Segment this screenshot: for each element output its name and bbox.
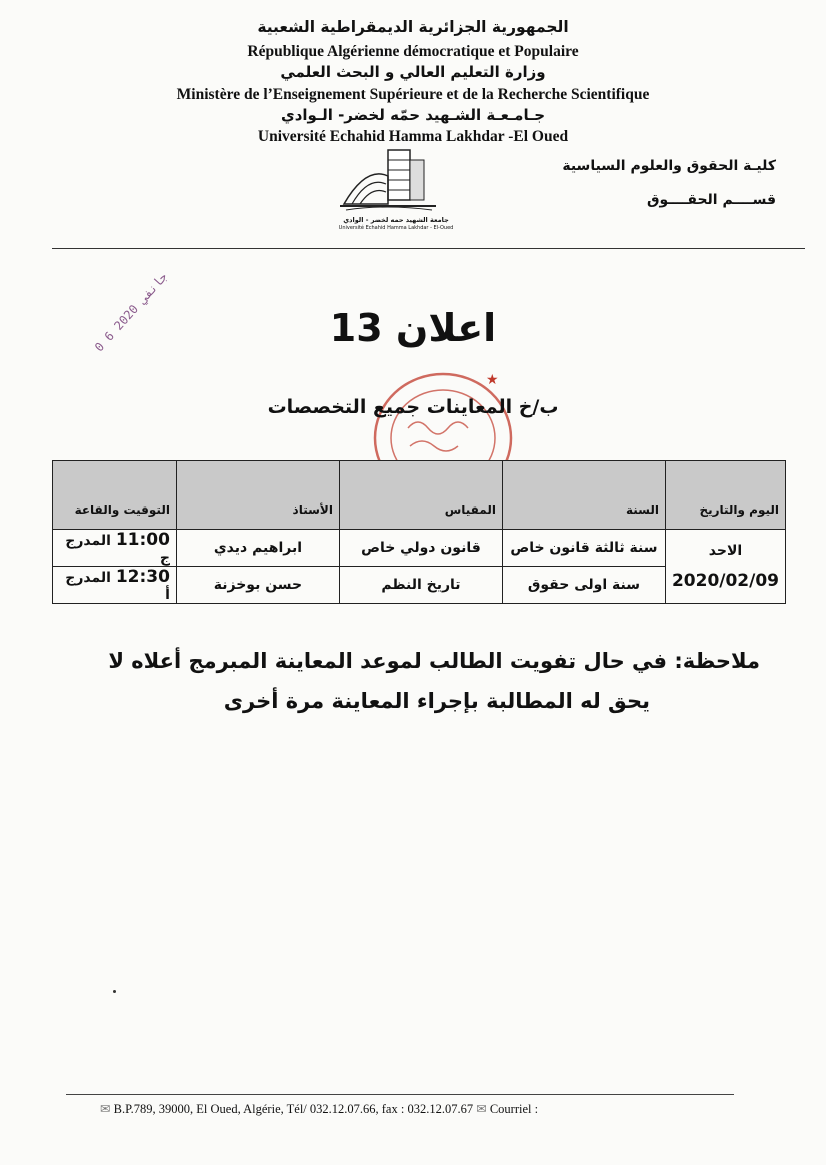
footer-courriel: Courriel : [489,1102,539,1116]
department-name: قســــم الحقــــوق [646,192,776,208]
time-room-cell [53,567,177,604]
svg-text:★: ★ [486,372,499,388]
exam-day: الاحد [708,542,743,559]
footer-contact [100,1101,538,1117]
module-cell: تاريخ النظم [339,567,502,604]
table-header-row [53,461,786,530]
university-logo [336,146,456,236]
year-cell: سنة اولى حقوق [502,567,665,604]
module-cell: قانون دولي خاص [339,530,502,567]
exam-time: 12:30 [115,567,170,587]
email-icon: ✉ [476,1102,487,1116]
university-ar: جـامـعـة الشـهيد حمّه لخضر- الـوادي [280,106,546,124]
note-line-1: ملاحظة: في حال تفويت الطالب لموعد المعاينة المبرمج أعلاه لا [108,649,760,673]
day-date-cell [665,530,785,604]
header-module: المقياس [339,461,502,530]
mail-icon: ✉ [100,1102,111,1116]
republic-fr: République Algérienne démocratique et Populaire [247,43,579,60]
university-fr: Université Echahid Hamma Lakhdar -El Oued [257,128,569,145]
header-time-room: التوقيت والقاعة [53,461,177,530]
professor-cell: ابراهيم ديدي [176,530,339,567]
ministry-fr: Ministère de l’Enseignement Supérieure et de la Recherche Scientifique [176,86,650,103]
exam-date: 2020/02/09 [671,570,779,591]
logo-caption-fr: Université Echahid Hamma Lakhdar - El-Oued [338,225,454,231]
year-cell: سنة ثالثة قانون خاص [502,530,665,567]
header-professor: الأستاذ [176,461,339,530]
faculty-name: كليـة الحقوق والعلوم السياسية [562,158,776,174]
announcement-subtitle: ب/خ المعاينات جميع التخصصات [267,396,559,418]
professor-cell: حسن بوخزنة [176,567,339,604]
logo-caption-ar: جامعة الشهيد حمه لخضر - الوادي [343,216,449,224]
schedule-table [52,460,786,604]
header-divider [52,248,805,249]
header-year: السنة [502,461,665,530]
exam-time: 11:00 [115,530,170,550]
footer-address: B.P.789, 39000, El Oued, Algérie, Tél/ 032.12.07.66, fax : 032.12.07.67 [113,1102,474,1116]
announcement-title: اعلان 13 [329,306,497,350]
header-day-date: اليوم والتاريخ [665,461,785,530]
time-room-cell [53,530,177,567]
exam-room: المدرج أ [65,570,170,603]
footer-divider [66,1094,734,1095]
exam-room: المدرج ج [65,533,170,566]
ministry-ar: وزارة التعليم العالي و البحث العلمي [280,63,546,81]
received-date-stamp: 0 6 جانفي 2020 [92,269,171,355]
stray-dot [113,990,116,993]
republic-ar: الجمهورية الجزائرية الديمقراطية الشعبية [257,18,569,36]
note-line-2: يحق له المطالبة بإجراء المعاينة مرة أخرى [223,689,650,713]
table-row [53,530,786,567]
